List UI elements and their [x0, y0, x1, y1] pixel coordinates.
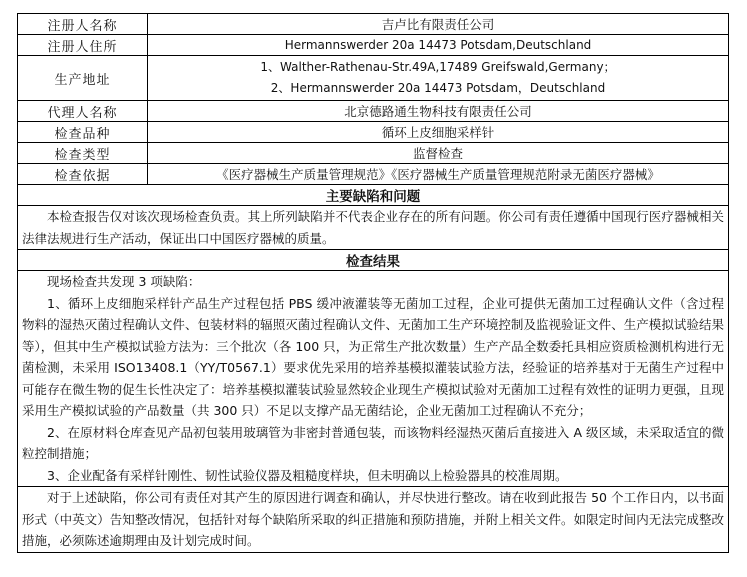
registrant-name-label: 注册人名称 [18, 14, 148, 35]
registrant-address-value: Hermannswerder 20a 14473 Potsdam,Deutschland [148, 35, 729, 56]
agent-name-row [18, 101, 729, 122]
inspection-product-row [18, 122, 729, 143]
defects-body-row [18, 206, 729, 250]
closing-body [18, 487, 729, 553]
inspection-basis-label: 检查依据 [18, 164, 148, 185]
production-address-value [148, 56, 729, 101]
production-address-line-2: 2、Hermannswerder 20a 14473 Potsdam，Deutschland [270, 81, 606, 95]
results-body [18, 271, 729, 487]
production-address-line-1: 1、Walther-Rathenau-Str.49A,17489 Greifswald,Germany； [260, 60, 616, 74]
registrant-name-value: 吉卢比有限责任公司 [148, 14, 729, 35]
defects-body [18, 206, 729, 250]
inspection-report [17, 13, 729, 553]
inspection-basis-row [18, 164, 729, 185]
registrant-name-row [18, 14, 729, 35]
inspection-basis-value: 《医疗器械生产质量管理规范》《医疗器械生产质量管理规范附录无菌医疗器械》 [148, 164, 729, 185]
closing-row [18, 487, 729, 553]
inspection-product-label: 检查品种 [18, 122, 148, 143]
production-address-label: 生产地址 [18, 56, 148, 101]
defects-disclaimer-text: 本检查报告仅对该次现场检查负责。其上所列缺陷并不代表企业存在的所有问题。你公司有责任遵循中国现行医疗器械相关法律法规进行生产活动，保证出口中国医疗器械的质量。 [22, 209, 724, 246]
defects-heading-row [18, 185, 729, 206]
agent-name-label: 代理人名称 [18, 101, 148, 122]
inspection-product-value: 循环上皮细胞采样针 [148, 122, 729, 143]
defect-item-2: 2、在原材料仓库查见产品初包装用玻璃管为非密封普通包装，而该物料经湿热灭菌后直接进入 A 级区域，未采取适宜的微粒控制措施； [22, 424, 724, 461]
results-heading: 检查结果 [18, 250, 729, 271]
results-heading-row [18, 250, 729, 271]
inspection-type-value: 监督检查 [148, 143, 729, 164]
production-address-row [18, 56, 729, 101]
agent-name-value: 北京德路通生物科技有限责任公司 [148, 101, 729, 122]
results-body-row [18, 271, 729, 487]
defect-item-3: 3、企业配备有采样针刚性、韧性试验仪器及粗糙度样块，但未明确以上检验器具的校准周期。 [47, 467, 568, 483]
defects-heading: 主要缺陷和问题 [18, 185, 729, 206]
report-table [17, 13, 729, 553]
inspection-type-label: 检查类型 [18, 143, 148, 164]
registrant-address-row [18, 35, 729, 56]
results-intro: 现场检查共发现 3 项缺陷： [47, 274, 201, 289]
defect-item-1: 1、循环上皮细胞采样针产品生产过程包括 PBS 缓冲液灌装等无菌加工过程，企业可提供无菌加工过程确认文件（含过程物料的湿热灭菌过程确认文件、包装材料的辐照灭菌过程确认文件、无菌加工生产环境控制及监视验证文件、生产模拟试验结果等），但其中生产模拟试验方法为：三个批次（各 100 只，为正常生产批次数量）生产产品全数委托具相应资质检测机构进行无菌检测，未采用 ISO13408.1（YY/T0567.1）要求优先采用的培养基模拟灌装试验方法，经验证的培养基对于无菌生产过程中可能存在微生物的促生长性决定了：培养基模拟灌装试验显然较企业现生产模拟试验对无菌加工过程有效性的证明力更强，且现采用生产模拟试验的产品数量（共 300 只）不足以支撑产品无菌结论，企业无菌加工过程确认不充分； [22, 295, 724, 418]
inspection-type-row [18, 143, 729, 164]
registrant-address-label: 注册人住所 [18, 35, 148, 56]
closing-text: 对于上述缺陷，你公司有责任对其产生的原因进行调查和确认，并尽快进行整改。请在收到此报告 50 个工作日内，以书面形式（中英文）告知整改情况，包括针对每个缺陷所采取的纠正措施和预防措施，并附上相关文件。如限定时间内无法完成整改措施，必须陈述逾期理由及计划完成时间。 [22, 490, 724, 548]
